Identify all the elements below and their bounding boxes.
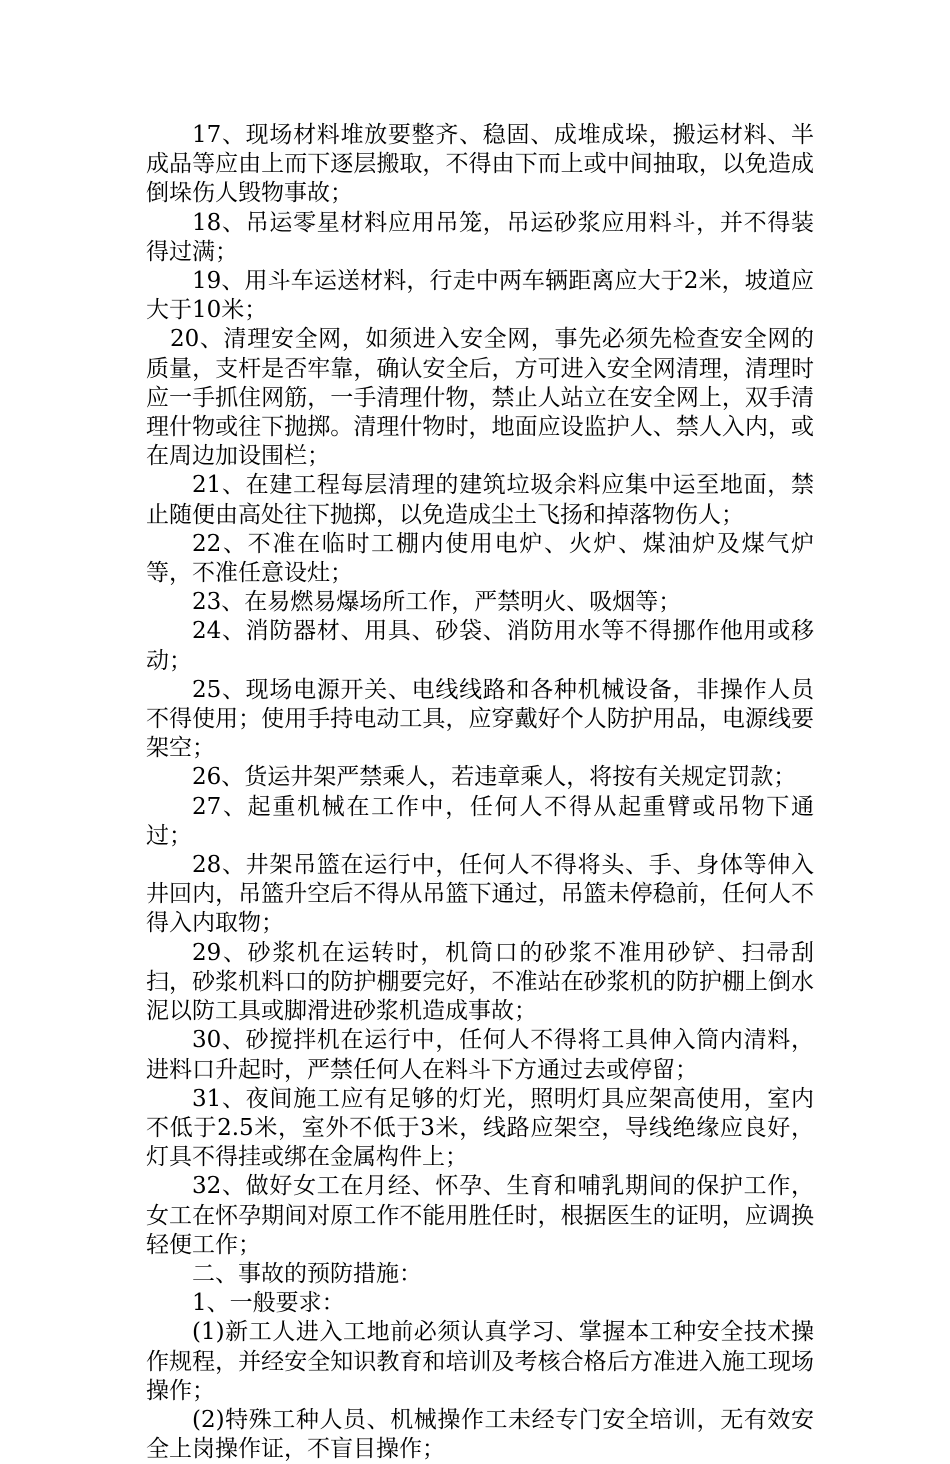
paragraph-item-17: 17、现场材料堆放要整齐、稳固、成堆成垛，搬运材料、半成品等应由上而下逐层搬取，不得由下而上或中间抽取，以免造成倒垛伤人毁物事故； (146, 122, 814, 207)
paragraph-item-25: 25、现场电源开关、电线线路和各种机械设备，非操作人员不得使用；使用手持电动工具，应穿戴好个人防护用品，电源线要架空； (146, 676, 814, 762)
paragraph-item-30: 30、砂搅拌机在运行中，任何人不得将工具伸入筒内清料，进料口升起时，严禁任何人在料斗下方通过去或停留； (146, 1027, 814, 1083)
paragraph-item-20: 20、清理安全网，如须进入安全网，事先必须先检查安全网的质量，支杆是否牢靠，确认安全后，方可进入安全网清理，清理时应一手抓住网筋，一手清理什物，禁止人站立在安全网上，双手清理什物或往下抛掷。清理什物时，地面应设监护人、禁人入内，或在周边加设围栏； (146, 326, 814, 470)
paragraph-item-32: 32、做好女工在月经、怀孕、生育和哺乳期间的保护工作，女工在怀孕期间对原工作不能用胜任时，根据医生的证明，应调换轻便工作； (146, 1173, 814, 1258)
paragraph-item-26: 26、货运井架严禁乘人，若违章乘人，将按有关规定罚款； (192, 764, 797, 791)
requirement-item-1: (1)新工人进入工地前必须认真学习、掌握本工种安全技术操作规程，并经安全知识教育和培训及考核合格后方准进入施工现场操作； (146, 1319, 814, 1404)
paragraph-item-23: 23、在易燃易爆场所工作，严禁明火、吸烟等； (192, 589, 682, 616)
paragraph-item-29: 29、砂浆机在运转时，机筒口的砂浆不准用砂铲、扫帚刮扫，砂浆机料口的防护棚要完好，不准站在砂浆机的防护棚上倒水泥以防工具或脚滑进砂浆机造成事故； (146, 939, 814, 1025)
requirement-item-2: (2)特殊工种人员、机械操作工未经专门安全培训，无有效安全上岗操作证，不盲目操作； (146, 1406, 814, 1463)
document-page (146, 121, 814, 1464)
paragraph-item-24: 24、消防器材、用具、砂袋、消防用水等不得挪作他用或移动； (146, 618, 814, 674)
paragraph-item-28: 28、井架吊篮在运行中，任何人不得将头、手、身体等伸入井回内，吊篮升空后不得从吊篮下通过，吊篮未停稳前，任何人不得入内取物； (146, 852, 814, 937)
paragraph-item-27: 27、起重机械在工作中，任何人不得从起重臂或吊物下通过； (146, 793, 814, 849)
subsection-heading-general-requirements: 1、一般要求： (192, 1290, 345, 1317)
paragraph-item-18: 18、吊运零星材料应用吊笼，吊运砂浆应用料斗，并不得装得过满； (146, 209, 814, 265)
paragraph-item-21: 21、在建工程每层清理的建筑垃圾余料应集中运至地面，禁止随便由高处往下抛掷，以免造成尘土飞扬和掉落物伤人； (146, 472, 814, 528)
paragraph-item-22: 22、不准在临时工棚内使用电炉、火炉、煤油炉及煤气炉等，不准任意设灶； (146, 530, 814, 587)
paragraph-item-19: 19、用斗车运送材料，行走中两车辆距离应大于2米，坡道应大于10米； (146, 268, 814, 324)
section-heading-accident-prevention: 二、事故的预防措施： (192, 1260, 422, 1287)
paragraph-item-31: 31、夜间施工应有足够的灯光，照明灯具应架高使用，室内不低于2.5米，室外不低于3米，线路应架空，导线绝缘应良好，灯具不得挂或绑在金属构件上； (146, 1085, 814, 1171)
